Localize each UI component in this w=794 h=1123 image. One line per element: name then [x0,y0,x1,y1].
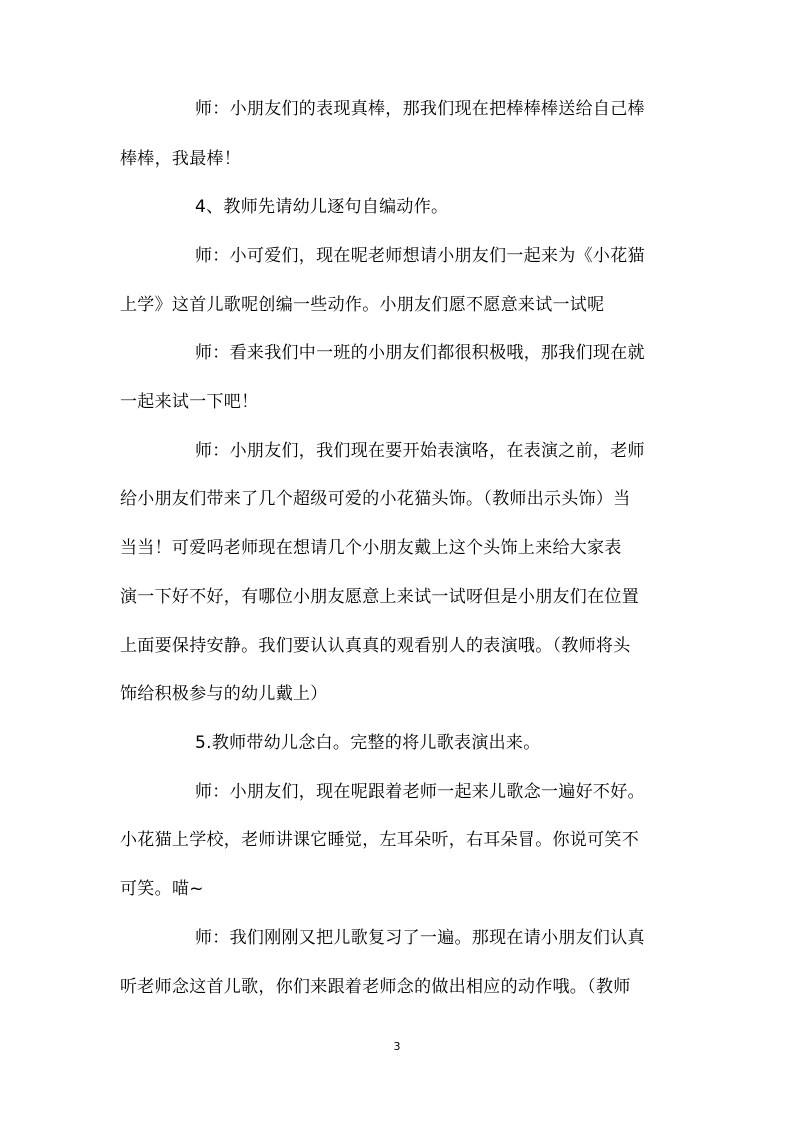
section-heading: 5.教师带幼儿念白。完整的将儿歌表演出来。 [195,733,541,753]
paragraph-line: 小花猫上学校，老师讲课它睡觉，左耳朵听，右耳朵冒。你说可笑不 [120,830,639,850]
paragraph-line: 演一下好不好，有哪位小朋友愿意上来试一试呀但是小朋友们在位置 [120,587,639,607]
paragraph-line: 当当！可爱吗老师现在想请几个小朋友戴上这个头饰上来给大家表 [120,538,622,558]
paragraph-line: 上面要保持安静。我们要认认真真的观看别人的表演哦。（教师将头 [120,636,631,656]
paragraph-line: 听老师念这首儿歌，你们来跟着老师念的做出相应的动作哦。（教师 [120,977,631,997]
paragraph-line: 饰给积极参与的幼儿戴上） [120,684,328,704]
paragraph-line: 师：小朋友们的表现真棒，那我们现在把棒棒棒送给自己棒 [195,99,645,119]
paragraph-line: 可笑。喵~ [120,879,204,899]
paragraph-line: 上学》这首儿歌呢创编一些动作。小朋友们愿不愿意来试一试呢 [120,295,605,315]
section-heading: 4、教师先请幼儿逐句自编动作。 [195,197,449,217]
page-number: 3 [393,1040,401,1053]
paragraph-line: 棒棒，我最棒！ [120,149,242,169]
paragraph-line: 师：看来我们中一班的小朋友们都很积极哦，那我们现在就 [195,343,645,363]
paragraph-line: 一起来试一下吧！ [120,392,259,412]
paragraph-line: 师：小可爱们，现在呢老师想请小朋友们一起来为《小花猫 [195,246,645,266]
paragraph-line: 给小朋友们带来了几个超级可爱的小花猫头饰。（教师出示头饰）当 [120,489,631,509]
paragraph-line: 师：小朋友们，现在呢跟着老师一起来儿歌念一遍好不好。 [195,782,645,802]
paragraph-line: 师：小朋友们，我们现在要开始表演咯，在表演之前，老师 [195,441,645,461]
paragraph-line: 师：我们刚刚又把儿歌复习了一遍。那现在请小朋友们认真 [195,928,645,948]
